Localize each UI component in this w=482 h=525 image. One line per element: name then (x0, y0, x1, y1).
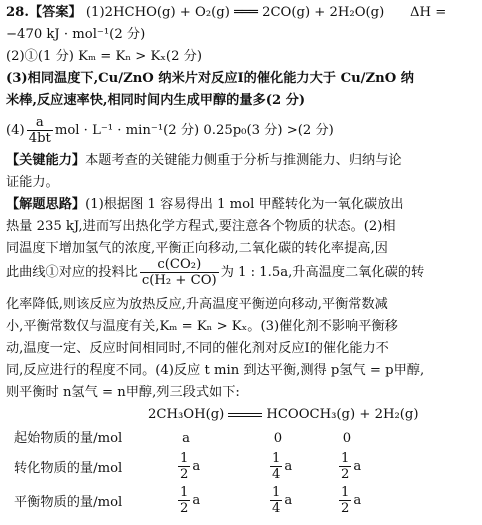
ratio-denominator: c(H₂ + CO) (141, 273, 217, 289)
solve-line-4 (6, 258, 478, 287)
row-equilibrium-c3: $\frac{1}{2}$ a (341, 485, 362, 517)
solve-line-8: 同,反应进行的程度不同。(4)反应 t min 到达平衡,测得 p氢气 = p甲醇, (6, 363, 425, 378)
part-4-label: (4) (6, 123, 25, 139)
part-4-rest: mol · L⁻¹ · min⁻¹(2 分) 0.25p₀(3 分) >(2 分) (54, 123, 334, 139)
row-change-label: 转化物质的量/mol (14, 461, 123, 476)
answer-tag: 【答案】 (28, 5, 82, 20)
ability-line-1 (6, 154, 478, 167)
rate-numerator: a (27, 116, 53, 131)
answer-line-4: (3)相同温度下,Cu/ZnO 纳米片对反应Ⅰ的催化能力大于 Cu/ZnO 纳 (6, 71, 414, 86)
row-initial-c2: 0 (273, 431, 283, 446)
row-change-c2: $\frac{1}{4}$ a (272, 451, 293, 483)
eq-products: HCOOCH₃(g) + 2H₂(g) (266, 407, 419, 422)
solve-line-3: 同温度下增加氢气的浓度,平衡正向移动,二氧化碳的转化率提高,因 (6, 241, 388, 256)
row-equilibrium-c2: $\frac{1}{4}$ a (272, 485, 293, 517)
delta-h-label: ΔH = (410, 5, 447, 20)
ratio-fraction (140, 258, 219, 287)
eq-reactant: 2CH₃OH(g) (148, 407, 225, 422)
ability-line-2: 证能力。 (6, 175, 59, 190)
answer-line-1 (6, 6, 478, 19)
answer-line-2: −470 kJ · mol⁻¹(2 分) (6, 27, 146, 42)
row-equilibrium-c1: $\frac{1}{2}$ a (180, 485, 201, 517)
row-equilibrium-label: 平衡物质的量/mol (14, 495, 123, 510)
ratio-post: 为 1 : 1.5a,升高温度二氧化碳的转 (220, 265, 425, 281)
solve-tag: 【解题思路】 (6, 197, 86, 212)
ability-tag: 【关键能力】 (6, 153, 86, 168)
ability-text: 本题考查的关键能力侧重于分析与推测能力、归纳与论 (85, 153, 402, 168)
row-initial-label: 起始物质的量/mol (14, 431, 123, 446)
row-change-c1: $\frac{1}{2}$ a (180, 451, 201, 483)
answer-line-6 (6, 116, 478, 145)
rate-fraction (27, 116, 53, 145)
solve-line-6: 小,平衡常数仅与温度有关,Kₘ = Kₙ > Kₓ。(3)催化剂不影响平衡移 (6, 319, 398, 334)
equilibrium-arrow (228, 413, 262, 417)
solve-line-2: 热量 235 kJ,进而写出热化学方程式,要注意各个物质的状态。(2)相 (6, 219, 396, 234)
row-initial-c3: 0 (342, 431, 352, 446)
ratio-numerator: c(CO₂) (140, 258, 219, 273)
rate-denominator: 4bt (28, 131, 51, 147)
answer-line-5: 米棒,反应速率快,相同时间内生成甲醇的量多(2 分) (6, 93, 306, 108)
question-number: 28. (6, 5, 29, 20)
equation-1: (1)2HCHO(g) + O₂(g) ═══ 2CO(g) + 2H₂O(g) (85, 5, 385, 20)
solve-line-9: 则平衡时 n氢气 = n甲醇,列三段式如下: (6, 385, 240, 400)
solve-line-5: 化率降低,则该反应为放热反应,升高温度平衡逆向移动,平衡常数减 (6, 297, 388, 312)
solve-line-7: 动,温度一定、反应时间相同时,不同的催化剂对反应Ⅰ的催化能力不 (6, 341, 389, 356)
answer-line-3: (2)①(1 分) Kₘ = Kₙ > Kₓ(2 分) (6, 49, 202, 64)
three-stage-equation (148, 408, 478, 421)
solve-text-1: (1)根据图 1 容易得出 1 mol 甲醛转化为一氧化碳放出 (85, 197, 404, 212)
solve-line-1 (6, 198, 478, 211)
row-change-c3: $\frac{1}{2}$ a (341, 451, 362, 483)
row-initial-c1: a (182, 431, 190, 446)
ratio-intro: 此曲线①对应的投料比 (6, 265, 138, 281)
